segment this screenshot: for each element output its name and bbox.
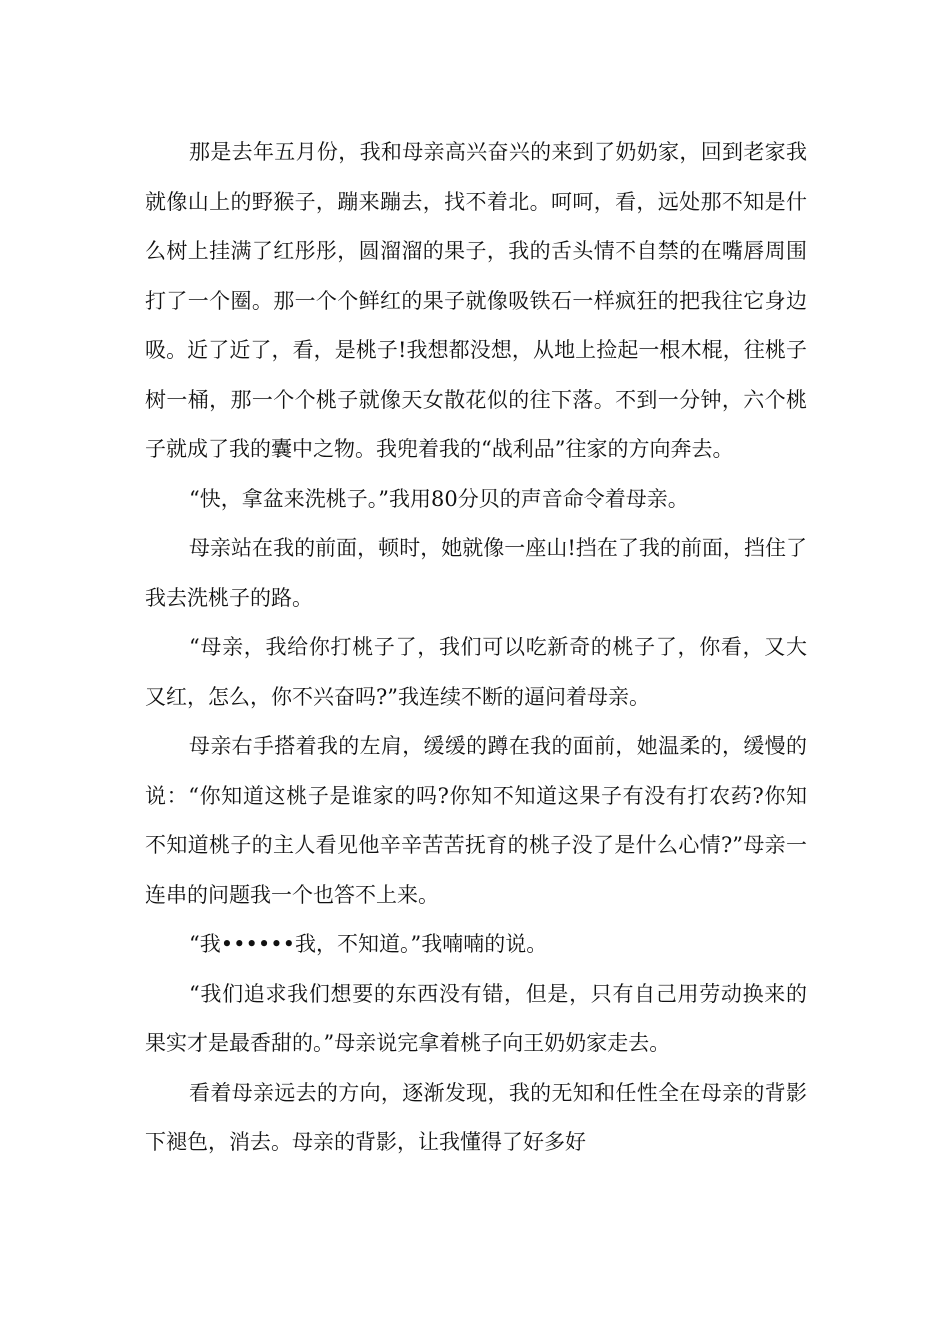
paragraph-3: 母亲站在我的前面，顿时，她就像一座山!挡在了我的前面，挡住了我去洗桃子的路。 (145, 536, 807, 610)
paragraph-2: “快，拿盆来洗桃子。”我用80分贝的声音命令着母亲。 (189, 486, 689, 511)
paragraph-7: “我们追求我们想要的东西没有错，但是，只有自己用劳动换来的果实才是最香甜的。”母亲说完拿着桃子向王奶奶家走去。 (145, 981, 807, 1055)
paragraph-4: “母亲，我给你打桃子了，我们可以吃新奇的桃子了，你看，又大又红，怎么，你不兴奋吗?”我连续不断的逼问着母亲。 (145, 635, 807, 709)
paragraph-8: 看着母亲远去的方向，逐渐发现，我的无知和任性全在母亲的背影下褪色，消去。母亲的背影，让我懂得了好多好 (145, 1080, 807, 1154)
paragraph-6: “我••••••我，不知道。”我喃喃的说。 (189, 932, 548, 956)
essay-body (145, 128, 807, 1168)
paragraph-5: 母亲右手搭着我的左肩，缓缓的蹲在我的面前，她温柔的，缓慢的说：“你知道这桃子是谁家的吗?你知不知道这果子有没有打农药?你知不知道桃子的主人看见他辛辛苦苦抚育的桃子没了是什么心情?”母亲一连串的问题我一个也答不上来。 (145, 734, 807, 907)
paragraph-1: 那是去年五月份，我和母亲高兴奋兴的来到了奶奶家，回到老家我就像山上的野猴子，蹦来蹦去，找不着北。呵呵，看，远处那不知是什么树上挂满了红彤彤，圆溜溜的果子，我的舌头情不自禁的在嘴唇周围打了一个圈。那一个个鲜红的果子就像吸铁石一样疯狂的把我往它身边吸。近了近了，看，是桃子!我想都没想，从地上捡起一根木棍，往桃子树一桶，那一个个桃子就像天女散花似的往下落。不到一分钟，六个桃子就成了我的囊中之物。我兜着我的“战利品”往家的方向奔去。 (145, 140, 807, 461)
